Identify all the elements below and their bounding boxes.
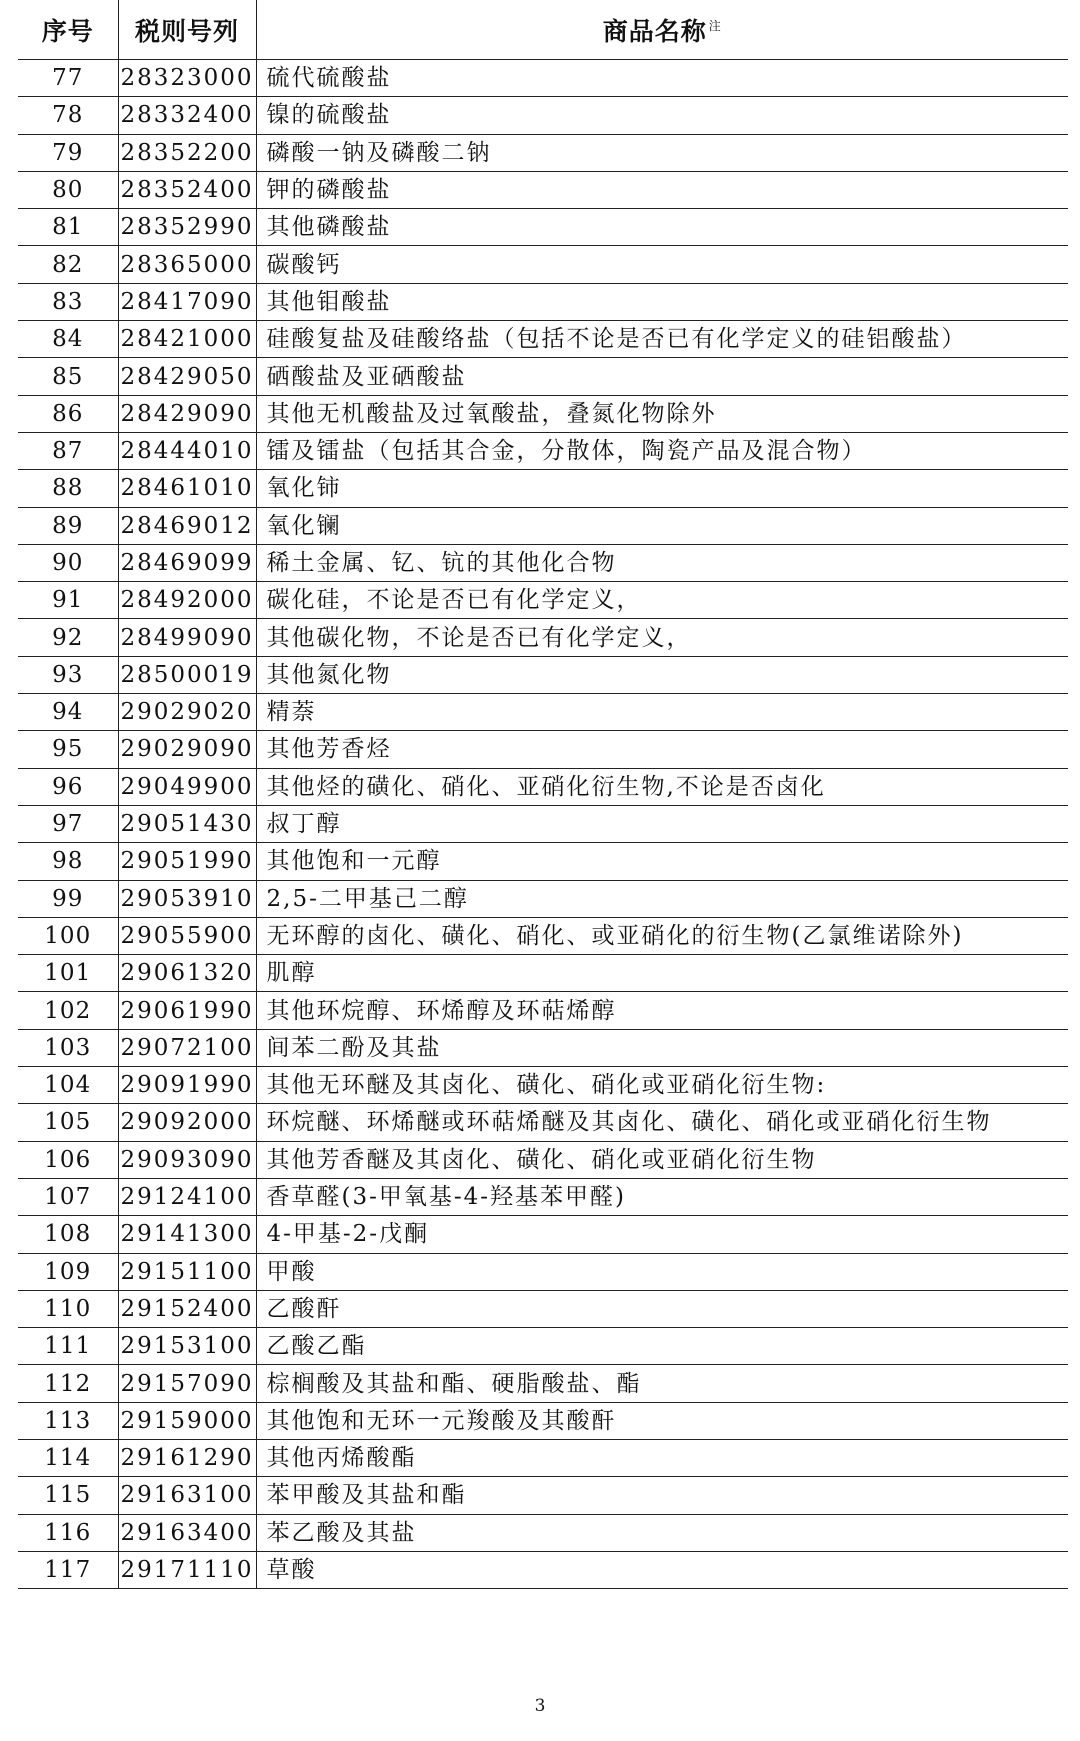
product-name-cell: 氧化镧 — [256, 507, 1068, 544]
table-row — [18, 395, 1068, 432]
header-serial-number: 序号 — [18, 0, 118, 60]
header-product-name — [256, 0, 1068, 60]
product-name-cell: 稀土金属、钇、钪的其他化合物 — [256, 544, 1068, 581]
serial-number-cell: 102 — [18, 992, 118, 1029]
tariff-code-cell: 29051430 — [118, 805, 256, 842]
product-name-cell: 其他碳化物，不论是否已有化学定义， — [256, 619, 1068, 656]
product-name-cell: 其他环烷醇、环烯醇及环萜烯醇 — [256, 992, 1068, 1029]
product-name-cell: 其他无机酸盐及过氧酸盐，叠氮化物除外 — [256, 395, 1068, 432]
product-name-cell: 其他钼酸盐 — [256, 283, 1068, 320]
table-row — [18, 171, 1068, 208]
tariff-code-cell: 28352990 — [118, 209, 256, 246]
serial-number-cell: 80 — [18, 171, 118, 208]
product-name-cell: 苯乙酸及其盐 — [256, 1514, 1068, 1551]
table-row — [18, 1477, 1068, 1514]
table-row — [18, 582, 1068, 619]
product-name-cell: 碳酸钙 — [256, 246, 1068, 283]
serial-number-cell: 103 — [18, 1029, 118, 1066]
table-row — [18, 507, 1068, 544]
product-name-cell: 硒酸盐及亚硒酸盐 — [256, 358, 1068, 395]
table-row — [18, 1104, 1068, 1141]
serial-number-cell: 96 — [18, 768, 118, 805]
table-row — [18, 1551, 1068, 1588]
table-row — [18, 731, 1068, 768]
serial-number-cell: 111 — [18, 1328, 118, 1365]
serial-number-cell: 113 — [18, 1402, 118, 1439]
product-name-cell: 棕榈酸及其盐和酯、硬脂酸盐、酯 — [256, 1365, 1068, 1402]
serial-number-cell: 81 — [18, 209, 118, 246]
tariff-code-cell: 28499090 — [118, 619, 256, 656]
product-name-cell: 钾的磷酸盐 — [256, 171, 1068, 208]
table-row — [18, 470, 1068, 507]
serial-number-cell: 88 — [18, 470, 118, 507]
tariff-code-cell: 29051990 — [118, 843, 256, 880]
table-row — [18, 134, 1068, 171]
serial-number-cell: 95 — [18, 731, 118, 768]
table-row — [18, 1290, 1068, 1327]
serial-number-cell: 93 — [18, 656, 118, 693]
product-name-cell: 其他芳香烃 — [256, 731, 1068, 768]
serial-number-cell: 109 — [18, 1253, 118, 1290]
page-number: 3 — [534, 1696, 546, 1716]
serial-number-cell: 107 — [18, 1178, 118, 1215]
tariff-table — [18, 0, 1068, 1589]
table-row — [18, 60, 1068, 97]
serial-number-cell: 79 — [18, 134, 118, 171]
serial-number-cell: 87 — [18, 432, 118, 469]
document-page — [18, 0, 1068, 1589]
table-row — [18, 992, 1068, 1029]
tariff-code-cell: 29124100 — [118, 1178, 256, 1215]
tariff-code-cell: 29072100 — [118, 1029, 256, 1066]
tariff-code-cell: 29092000 — [118, 1104, 256, 1141]
serial-number-cell: 84 — [18, 321, 118, 358]
tariff-code-cell: 28352400 — [118, 171, 256, 208]
product-name-cell: 其他饱和无环一元羧酸及其酸酐 — [256, 1402, 1068, 1439]
product-name-cell: 其他饱和一元醇 — [256, 843, 1068, 880]
table-row — [18, 917, 1068, 954]
product-name-cell: 间苯二酚及其盐 — [256, 1029, 1068, 1066]
tariff-code-cell: 29171110 — [118, 1551, 256, 1588]
serial-number-cell: 77 — [18, 60, 118, 97]
table-row — [18, 768, 1068, 805]
table-row — [18, 1178, 1068, 1215]
serial-number-cell: 92 — [18, 619, 118, 656]
serial-number-cell: 108 — [18, 1216, 118, 1253]
table-row — [18, 619, 1068, 656]
tariff-code-cell: 28429050 — [118, 358, 256, 395]
product-name-cell: 乙酸乙酯 — [256, 1328, 1068, 1365]
table-row — [18, 1253, 1068, 1290]
tariff-code-cell: 28444010 — [118, 432, 256, 469]
tariff-code-cell: 28429090 — [118, 395, 256, 432]
tariff-code-cell: 29029020 — [118, 694, 256, 731]
tariff-code-cell: 28469099 — [118, 544, 256, 581]
serial-number-cell: 104 — [18, 1067, 118, 1104]
tariff-code-cell: 28323000 — [118, 60, 256, 97]
product-name-cell: 香草醛(3-甲氧基-4-羟基苯甲醛) — [256, 1178, 1068, 1215]
table-row — [18, 209, 1068, 246]
product-name-cell: 其他磷酸盐 — [256, 209, 1068, 246]
tariff-code-cell: 29029090 — [118, 731, 256, 768]
serial-number-cell: 115 — [18, 1477, 118, 1514]
table-row — [18, 246, 1068, 283]
serial-number-cell: 90 — [18, 544, 118, 581]
tariff-code-cell: 28332400 — [118, 97, 256, 134]
tariff-code-cell: 29151100 — [118, 1253, 256, 1290]
tariff-code-cell: 29061990 — [118, 992, 256, 1029]
tariff-code-cell: 28461010 — [118, 470, 256, 507]
tariff-code-cell: 28469012 — [118, 507, 256, 544]
product-name-cell: 无环醇的卤化、磺化、硝化、或亚硝化的衍生物(乙氯维诺除外) — [256, 917, 1068, 954]
serial-number-cell: 117 — [18, 1551, 118, 1588]
table-row — [18, 358, 1068, 395]
tariff-code-cell: 29093090 — [118, 1141, 256, 1178]
table-row — [18, 544, 1068, 581]
tariff-code-cell: 29163400 — [118, 1514, 256, 1551]
serial-number-cell: 101 — [18, 955, 118, 992]
product-name-cell: 甲酸 — [256, 1253, 1068, 1290]
table-row — [18, 97, 1068, 134]
product-name-cell: 其他丙烯酸酯 — [256, 1439, 1068, 1476]
table-row — [18, 656, 1068, 693]
table-row — [18, 1439, 1068, 1476]
product-name-cell: 4-甲基-2-戊酮 — [256, 1216, 1068, 1253]
tariff-code-cell: 29049900 — [118, 768, 256, 805]
table-row — [18, 843, 1068, 880]
tariff-code-cell: 29163100 — [118, 1477, 256, 1514]
tariff-code-cell: 28421000 — [118, 321, 256, 358]
serial-number-cell: 86 — [18, 395, 118, 432]
header-tariff-code: 税则号列 — [118, 0, 256, 60]
serial-number-cell: 89 — [18, 507, 118, 544]
product-name-cell: 其他芳香醚及其卤化、磺化、硝化或亚硝化衍生物 — [256, 1141, 1068, 1178]
serial-number-cell: 82 — [18, 246, 118, 283]
tariff-code-cell: 29159000 — [118, 1402, 256, 1439]
table-row — [18, 1029, 1068, 1066]
table-row — [18, 1514, 1068, 1551]
product-name-cell: 乙酸酐 — [256, 1290, 1068, 1327]
table-row — [18, 694, 1068, 731]
product-name-cell: 叔丁醇 — [256, 805, 1068, 842]
table-row — [18, 1328, 1068, 1365]
table-row — [18, 1067, 1068, 1104]
table-row — [18, 880, 1068, 917]
header-product-name-label: 商品名称 — [602, 16, 707, 46]
product-name-cell: 2,5-二甲基己二醇 — [256, 880, 1068, 917]
table-row — [18, 1402, 1068, 1439]
product-name-cell: 环烷醚、环烯醚或环萜烯醚及其卤化、磺化、硝化或亚硝化衍生物 — [256, 1104, 1068, 1141]
tariff-code-cell: 29153100 — [118, 1328, 256, 1365]
product-name-cell: 肌醇 — [256, 955, 1068, 992]
serial-number-cell: 83 — [18, 283, 118, 320]
table-row — [18, 283, 1068, 320]
serial-number-cell: 114 — [18, 1439, 118, 1476]
header-note-mark: 注 — [708, 19, 722, 34]
serial-number-cell: 99 — [18, 880, 118, 917]
table-row — [18, 1141, 1068, 1178]
tariff-code-cell: 29141300 — [118, 1216, 256, 1253]
product-name-cell: 其他无环醚及其卤化、磺化、硝化或亚硝化衍生物: — [256, 1067, 1068, 1104]
serial-number-cell: 98 — [18, 843, 118, 880]
tariff-code-cell: 29161290 — [118, 1439, 256, 1476]
table-header — [18, 0, 1068, 60]
serial-number-cell: 78 — [18, 97, 118, 134]
product-name-cell: 氧化铈 — [256, 470, 1068, 507]
serial-number-cell: 110 — [18, 1290, 118, 1327]
serial-number-cell: 106 — [18, 1141, 118, 1178]
product-name-cell: 苯甲酸及其盐和酯 — [256, 1477, 1068, 1514]
table-row — [18, 805, 1068, 842]
product-name-cell: 碳化硅，不论是否已有化学定义， — [256, 582, 1068, 619]
tariff-code-cell: 29055900 — [118, 917, 256, 954]
serial-number-cell: 105 — [18, 1104, 118, 1141]
product-name-cell: 其他烃的磺化、硝化、亚硝化衍生物,不论是否卤化 — [256, 768, 1068, 805]
tariff-code-cell: 28417090 — [118, 283, 256, 320]
table-body — [18, 60, 1068, 1589]
tariff-code-cell: 29157090 — [118, 1365, 256, 1402]
serial-number-cell: 100 — [18, 917, 118, 954]
serial-number-cell: 85 — [18, 358, 118, 395]
serial-number-cell: 94 — [18, 694, 118, 731]
serial-number-cell: 116 — [18, 1514, 118, 1551]
product-name-cell: 精萘 — [256, 694, 1068, 731]
serial-number-cell: 91 — [18, 582, 118, 619]
tariff-code-cell: 29061320 — [118, 955, 256, 992]
product-name-cell: 镭及镭盐（包括其合金，分散体，陶瓷产品及混合物） — [256, 432, 1068, 469]
header-row — [18, 0, 1068, 60]
table-row — [18, 955, 1068, 992]
table-row — [18, 321, 1068, 358]
table-row — [18, 1216, 1068, 1253]
tariff-code-cell: 28500019 — [118, 656, 256, 693]
tariff-code-cell: 28492000 — [118, 582, 256, 619]
product-name-cell: 镍的硫酸盐 — [256, 97, 1068, 134]
serial-number-cell: 97 — [18, 805, 118, 842]
product-name-cell: 其他氮化物 — [256, 656, 1068, 693]
product-name-cell: 硫代硫酸盐 — [256, 60, 1068, 97]
product-name-cell: 磷酸一钠及磷酸二钠 — [256, 134, 1068, 171]
serial-number-cell: 112 — [18, 1365, 118, 1402]
tariff-code-cell: 29152400 — [118, 1290, 256, 1327]
tariff-code-cell: 28352200 — [118, 134, 256, 171]
product-name-cell: 硅酸复盐及硅酸络盐（包括不论是否已有化学定义的硅铝酸盐） — [256, 321, 1068, 358]
table-row — [18, 1365, 1068, 1402]
product-name-cell: 草酸 — [256, 1551, 1068, 1588]
table-row — [18, 432, 1068, 469]
tariff-code-cell: 29053910 — [118, 880, 256, 917]
tariff-code-cell: 29091990 — [118, 1067, 256, 1104]
tariff-code-cell: 28365000 — [118, 246, 256, 283]
